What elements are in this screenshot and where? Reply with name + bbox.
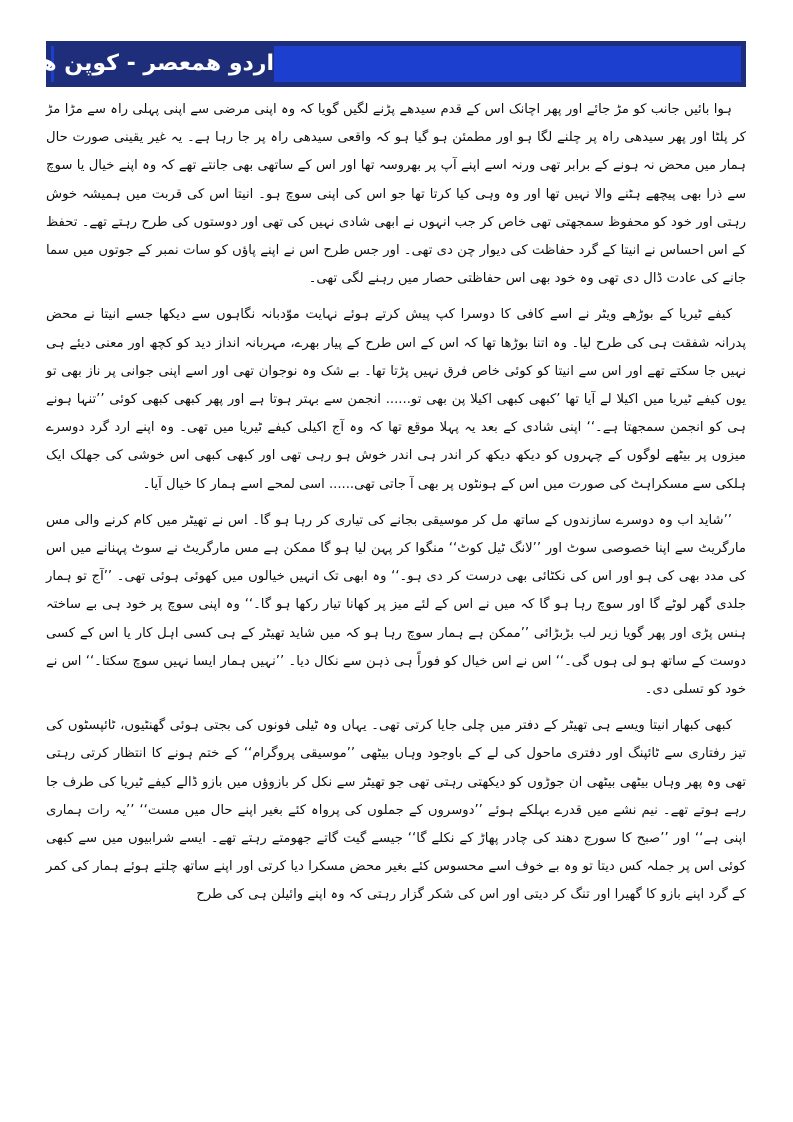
paragraph: ہوا بائیں جانب کو مڑ جائے اور پھر اچانک اس کے قدم سیدھے پڑنے لگیں گویا کہ وہ اپنی مرضی سے اپنی پہلی راہ سے مڑا مڑ کر پلٹا اور پھر سیدھی راہ پر چلنے لگا ہو اور مطمئن ہو گیا ہو کہ واقعی سیدھی راہ پر جا رہا ہے۔ یہ غیر یقینی صورت حال ہمار میں محض نہ ہونے کے برابر تھی ورنہ اسے اپنے آپ پر بھروسہ تھا اور اس کے ساتھی بھی جانتے تھے کہ وہ اپنے خیال یا سوچ سے ذرا بھی پیچھے ہٹنے والا نہیں تھا اور وہ وہی کیا کرتا تھا جو اس کی اپنی سوچ ہو۔ انیتا اس کی قربت میں ہمیشہ خوش رہتی اور خود کو محفوظ سمجھتی تھی خاص کر جب انہوں نے ابھی شادی نہیں کی تھی اور دوستوں کی طرح رہتے تھے۔ تحفظ کے اس احساس نے انیتا کے گرد حفاظت کی دیوار چن دی تھی۔ اور جس طرح اس نے اپنے پاؤں کو سات نمبر کے جوتوں میں سما جانے کی عادت ڈال دی تھی وہ خود بھی اس حفاظتی حصار میں رہنے لگی تھی۔ <box>46 102 746 287</box>
header-banner <box>0 41 746 87</box>
article-body <box>46 96 746 910</box>
paragraph: کیفے ٹیریا کے بوڑھے ویٹر نے اسے کافی کا دوسرا کپ پیش کرتے ہوئے نہایت موّدبانہ نگاہوں سے دیکھا جسے انیتا نے محض پدرانہ شفقت ہی کی طرح لیا۔ وہ اتنا بوڑھا تھا کہ اس کے اس طرح کے پیار بھرے، مہربانہ انداز دید کو کچھ اور معنی دیئے ہی نہیں جا سکتے تھے اور اس سے انیتا کو کوئی خاص فرق نہیں پڑتا تھا۔ بے شک وہ نوجوان تھی اور اسے اپنی جوانی پر ناز بھی تو یوں کیفے ٹیریا میں اکیلا لے آیا تھا ’کبھی کبھی اکیلا پن بھی تو...... انجمن سے بہتر ہوتا ہے اور پھر کبھی کبھی کوئی ’’تنہا ہونے ہی کو انجمن سمجھتا ہے۔‘‘ اپنی شادی کے بعد یہ پہلا موقع تھا کہ وہ آج اکیلی کیفے ٹیریا میں تھی۔ وہ اپنے ارد گرد دوسرے میزوں پر بیٹھے لوگوں کے چہروں کو دیکھ دیکھ کر اندر ہی اندر خوش ہو رہی تھی اور کبھی کبھی اس خوشی کی جھلک ایک ہلکی سے مسکراہٹ کی صورت میں اس کے ہونٹوں پر بھی آ جاتی تھی...... اسی لمحے اسے ہمار کا خیال آیا۔ <box>46 307 746 492</box>
paragraph: کبھی کبھار انیتا ویسے ہی تھیٹر کے دفتر میں چلی جایا کرتی تھی۔ یہاں وہ ٹیلی فونوں کی بجتی ہوئی گھنٹیوں، ٹائپسٹوں کی تیز رفتاری سے ٹائپنگ اور دفتری ماحول کی لے کے باوجود وہاں بیٹھی ’’موسیقی پروگرام‘‘ کے ختم ہونے کا انتظار کرتی رہتی تھی وہ پھر وہاں بیٹھی بیٹھی ان جوڑوں کو دیکھتی رہتی تھی جو تھیٹر سے نکل کر بازوؤں میں بازو ڈالے کیفے ٹیریا کی طرف جا رہے ہوتے تھے۔ نیم نشے میں قدرے بہلکے ہوئے ’’دوسروں کے جملوں کی پرواہ کئے بغیر اپنے حال میں مست‘‘ ’’یہ رات ہماری اپنی ہے‘‘ اور ’’صبح کا سورج دھند کی چادر پھاڑ کے نکلے گا‘‘ جیسے گیت گاتے جھومتے رہتے تھے۔ ایسے شرابیوں میں سے کبھی کوئی اس پر جملہ کس دیتا تو وہ بے خوف اسے محسوس کئے بغیر محض مسکرا دیا کرتی اور اپنے ساتھ چلتے ہوئے ہمار کی کمر کے گرد اپنے بازو کا گھیرا اور تنگ کر دیتی اور اس کی شکر گزار رہتی کہ وہ اپنے وائیلن ہی کی طرح <box>46 718 746 903</box>
publication-title: اردو همعصر - کوپن هیگن <box>54 45 274 83</box>
paragraph: ’’شاید اب وہ دوسرے سازندوں کے ساتھ مل کر موسیقی بجانے کی تیاری کر رہا ہو گا۔ اس نے تھیٹر میں کام کرنے والی مس مارگریٹ سے اپنا خصوصی سوٹ اور ’’لانگ ٹیل کوٹ‘‘ منگوا کر پہن لیا ہو گا ممکن ہے مس مارگریٹ نے سوٹ پہنانے میں اس کی مدد بھی کی ہو اور اس کی نکٹائی بھی درست کر دی ہو۔‘‘ وہ ابھی تک انہیں خیالوں میں کھوئی ہوئی تھی۔ ’’آج تو ہمار جلدی گھر لوٹے گا اور سوچ رہا ہو گا کہ میں نے اس کے لئے میز پر کھانا تیار رکھا ہو گا۔‘‘ وہ اپنی سوچ پر خود ہی بے ساختہ ہنس پڑی اور پھر گویا زیر لب بڑبڑائی ’’ممکن ہے ہمار سوچ رہا ہو کہ میں شاید تھیٹر کے ہی کسی اہل کار یا اس کے کسی دوست کے ساتھ ہو لی ہوں گی۔‘‘ اس نے اس خیال کو فوراً ہی ذہن سے نکال دیا۔ ’’نہیں ہمار ایسا نہیں سوچ سکتا۔‘‘ اس نے خود کو تسلی دی۔ <box>46 512 747 698</box>
